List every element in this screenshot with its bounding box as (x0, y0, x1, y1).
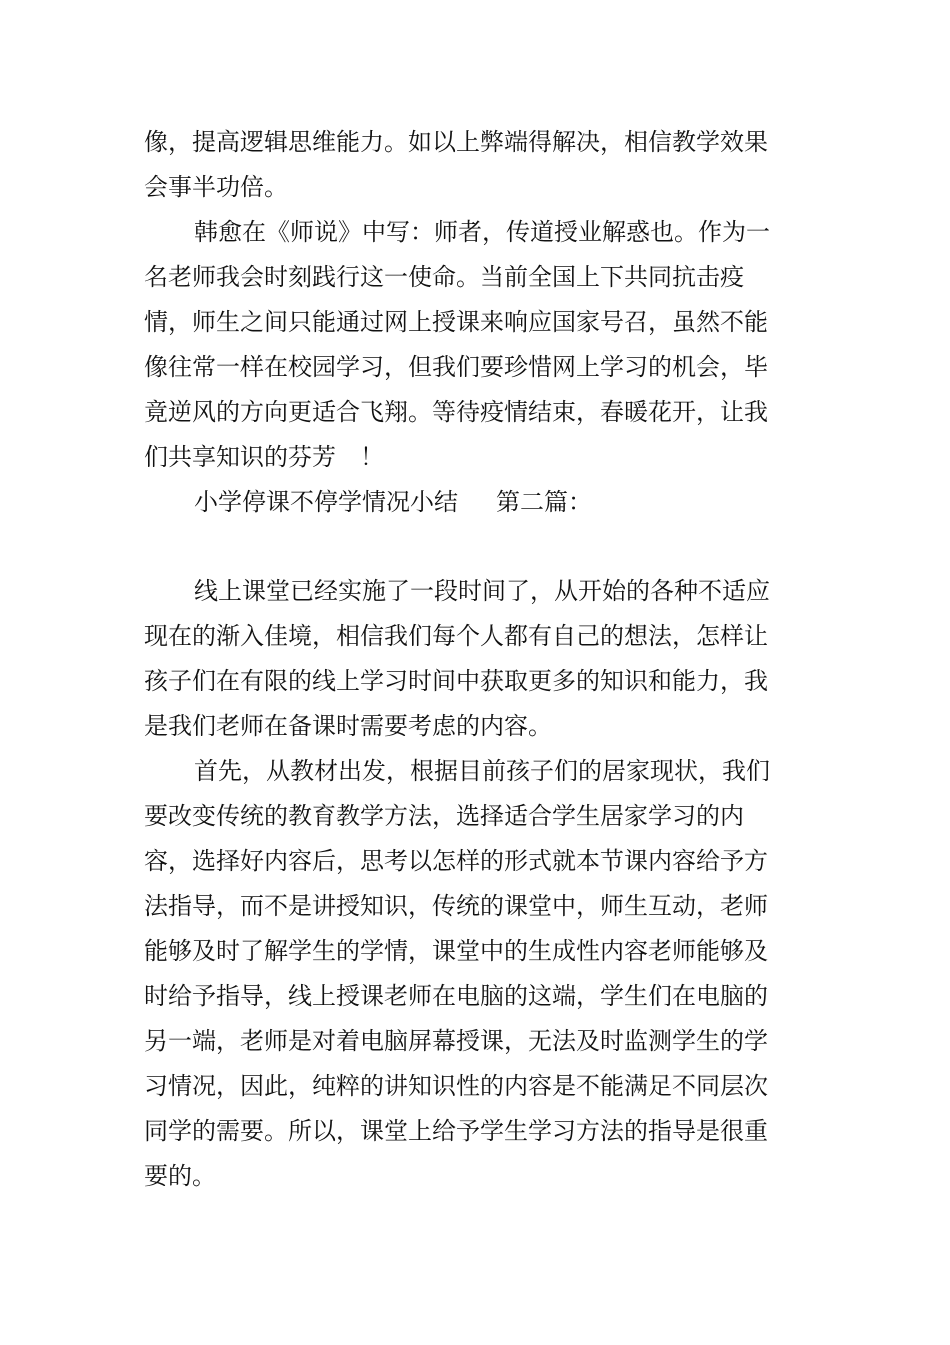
text-line: 另一端，老师是对着电脑屏幕授课，无法及时监测学生的学 (144, 1027, 768, 1055)
text-line: 情，师生之间只能通过网上授课来响应国家号召，虽然不能 (144, 308, 768, 336)
text-line: 要改变传统的教育教学方法，选择适合学生居家学习的内 (144, 802, 744, 830)
text-line: 线上课堂已经实施了一段时间了，从开始的各种不适应 (194, 577, 770, 605)
text-line: 像往常一样在校园学习，但我们要珍惜网上学习的机会，毕 (144, 353, 768, 381)
text-line: 能够及时了解学生的学情，课堂中的生成性内容老师能够及 (144, 937, 768, 965)
text-line: 首先，从教材出发，根据目前孩子们的居家现状，我们 (194, 757, 770, 785)
paragraph-2 (144, 210, 770, 480)
text-line: 竟逆风的方向更适合飞翔。等待疫情结束，春暖花开，让我 (144, 398, 768, 426)
text-line: 法指导，而不是讲授知识，传统的课堂中，师生互动，老师 (144, 892, 768, 920)
text-line: 现在的渐入佳境，相信我们每个人都有自己的想法，怎样让 (144, 622, 768, 650)
text-line: 是我们老师在备课时需要考虑的内容。 (144, 712, 552, 740)
text-line: 习情况，因此，纯粹的讲知识性的内容是不能满足不同层次 (144, 1072, 768, 1100)
text-line: 同学的需要。所以，课堂上给予学生学习方法的指导是很重 (144, 1117, 768, 1145)
text-line: 时给予指导，线上授课老师在电脑的这端，学生们在电脑的 (144, 982, 768, 1010)
document-body (144, 120, 770, 1199)
text-line: 像，提高逻辑思维能力。如以上弊端得解决，相信教学效果 (144, 128, 768, 156)
text-line: 会事半功倍。 (144, 173, 288, 201)
paragraph-4 (144, 749, 770, 1199)
text-line: 孩子们在有限的线上学习时间中获取更多的知识和能力，我 (144, 667, 768, 695)
paragraph-1 (144, 120, 768, 210)
section-heading-part: 第二篇： (496, 488, 592, 516)
text-line: 容，选择好内容后，思考以怎样的形式就本节课内容给予方 (144, 847, 768, 875)
text-line: 韩愈在《师说》中写：师者，传道授业解惑也。作为一 (194, 218, 770, 246)
text-line: 名老师我会时刻践行这一使命。当前全国上下共同抗击疫 (144, 263, 744, 291)
section-heading (144, 480, 744, 525)
blank-line (144, 525, 744, 569)
paragraph-3 (144, 569, 770, 749)
section-heading-title: 小学停课不停学情况小结 (194, 488, 458, 516)
text-line: 们共享知识的芬芳 ！ (144, 443, 384, 471)
text-line: 要的。 (144, 1162, 216, 1190)
